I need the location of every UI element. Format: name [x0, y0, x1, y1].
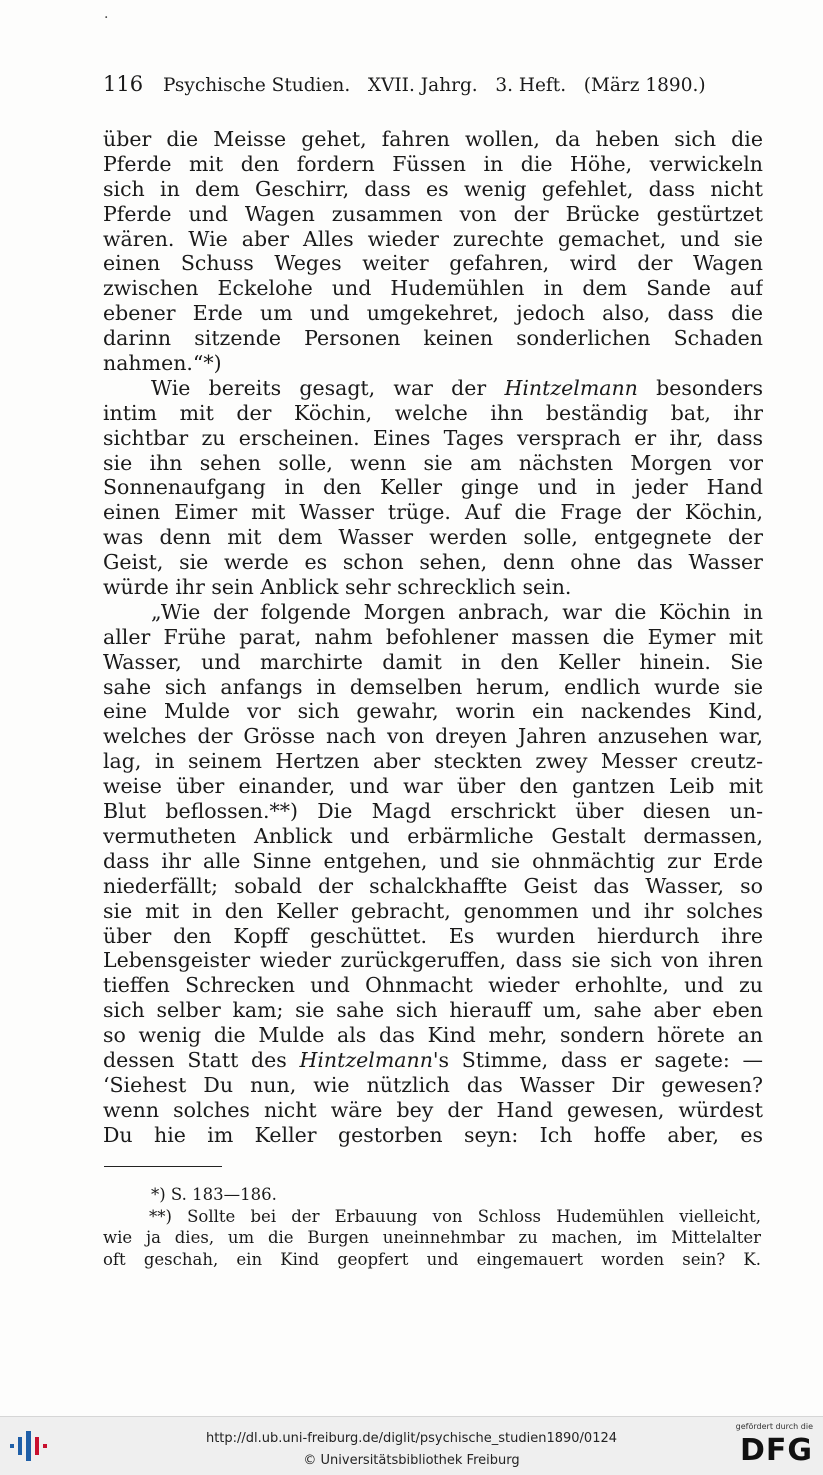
- text-line: lag, in seinem Hertzen aber steckten zwey Messer creutz-: [103, 749, 763, 774]
- text-line: vermutheten Anblick und erbärmliche Gestalt dermassen,: [103, 823, 763, 848]
- viewer-footer: [0, 1416, 823, 1475]
- text-line: Wasser, und marchirte damit in den Keller hinein. Sie: [103, 649, 763, 674]
- text-line: sie mit in den Keller gebracht, genommen und ihr solches: [103, 898, 763, 923]
- text-line: niederfällt; sobald der schalckhaffte Geist das Wasser, so: [103, 873, 763, 898]
- funding-note: gefördert durch die: [735, 1422, 813, 1431]
- text-line: sich selber kam; sie sahe sich hierauff um, sahe aber eben: [103, 998, 763, 1023]
- footnote-rule: [104, 1166, 222, 1167]
- text-line: „Wie der folgende Morgen anbrach, war die Köchin in: [151, 599, 763, 624]
- dfg-logo: DFG: [739, 1433, 813, 1468]
- text-line: einen Schuss Weges weiter gefahren, wird der Wagen: [103, 251, 763, 276]
- text-line: was denn mit dem Wasser werden solle, entgegnete der: [103, 525, 763, 550]
- text-line: sichtbar zu erscheinen. Eines Tages versprach er ihr, dass: [103, 425, 763, 450]
- main-text: [103, 127, 763, 1148]
- text-line: so wenig die Mulde als das Kind mehr, sondern hörete an: [103, 1023, 763, 1048]
- speck-mark: ·: [104, 10, 109, 26]
- text-line: nahmen.“*): [103, 351, 222, 376]
- text-line: sie ihn sehen solle, wenn sie am nächsten Morgen vor: [103, 450, 763, 475]
- text-line: weise über einander, und war über den gantzen Leib mit: [103, 774, 763, 799]
- text-line: sich in dem Geschirr, dass es wenig gefehlet, dass nicht: [103, 176, 763, 201]
- text-line: über den Kopff geschüttet. Es wurden hierdurch ihre: [103, 923, 763, 948]
- text-line: Blut beflossen.**) Die Magd erschrickt über diesen un-: [103, 799, 763, 824]
- footnotes: [103, 1184, 761, 1270]
- text-line: über die Meisse gehet, fahren wollen, da heben sich die: [103, 127, 763, 151]
- text-line: Du hie im Keller gestorben seyn: Ich hoffe aber, es: [103, 1122, 763, 1147]
- text-line: tieffen Schrecken und Ohnmacht wieder erhohlte, und zu: [103, 973, 763, 998]
- text-line: eine Mulde vor sich gewahr, worin ein nackendes Kind,: [103, 699, 763, 724]
- text-line: Geist, sie werde es schon sehen, denn ohne das Wasser: [103, 550, 763, 575]
- running-header: [103, 72, 763, 96]
- page-number: 116: [103, 72, 144, 96]
- text-line: ‘Siehest Du nun, wie nützlich das Wasser Dir gewesen?: [103, 1072, 763, 1097]
- text-line: Pferde mit den fordern Füssen in die Höhe, verwickeln: [103, 151, 763, 176]
- text-line: Wie bereits gesagt, war der Hintzelmann besonders: [151, 375, 763, 400]
- text-line: sahe sich anfangs in demselben herum, endlich wurde sie: [103, 674, 763, 699]
- text-line: welches der Grösse nach von dreyen Jahren anzusehen war,: [103, 724, 763, 749]
- running-title: Psychische Studien. XVII. Jahrg. 3. Heft. (März 1890.): [162, 75, 706, 96]
- page-url[interactable]: http://dl.ub.uni-freiburg.de/diglit/psychische_studien1890/0124: [205, 1431, 618, 1446]
- text-line: einen Eimer mit Wasser trüge. Auf die Frage der Köchin,: [103, 500, 763, 525]
- text-line: aller Frühe parat, nahm befohlener massen die Eymer mit: [103, 624, 763, 649]
- text-line: würde ihr sein Anblick sehr schrecklich sein.: [103, 575, 572, 600]
- text-line: dass ihr alle Sinne entgehen, und sie ohnmächtig zur Erde: [103, 848, 763, 873]
- text-line: Pferde und Wagen zusammen von der Brücke gestürtzet: [103, 201, 763, 226]
- footnote-line: oft geschah, ein Kind geopfert und eingemauert worden sein? K.: [103, 1249, 761, 1269]
- text-line: darinn sitzende Personen keinen sonderlichen Schaden: [103, 326, 763, 351]
- text-line: ebener Erde um und umgekehret, jedoch also, dass die: [103, 301, 763, 326]
- text-line: wenn solches nicht wäre bey der Hand gewesen, würdest: [103, 1097, 763, 1122]
- text-line: dessen Statt des Hintzelmann's Stimme, dass er sagete: —: [103, 1047, 763, 1072]
- footnote-line: wie ja dies, um die Burgen uneinnehmbar zu machen, im Mittelalter: [103, 1228, 761, 1247]
- text-line: Lebensgeister wieder zurückgeruffen, dass sie sich von ihren: [103, 948, 763, 973]
- footnote-line: *) S. 183—186.: [151, 1185, 277, 1204]
- text-line: Sonnenaufgang in den Keller ginge und in jeder Hand: [103, 475, 763, 500]
- text-line: wären. Wie aber Alles wieder zurechte gemachet, und sie: [103, 226, 763, 251]
- copyright-notice: © Universitätsbibliothek Freiburg: [303, 1453, 520, 1468]
- footnote-line: **) Sollte bei der Erbauung von Schloss Hudemühlen vielleicht,: [149, 1206, 761, 1226]
- text-line: intim mit der Köchin, welche ihn beständig bat, ihr: [103, 400, 763, 425]
- text-line: zwischen Eckelohe und Hudemühlen in dem Sande auf: [103, 276, 763, 301]
